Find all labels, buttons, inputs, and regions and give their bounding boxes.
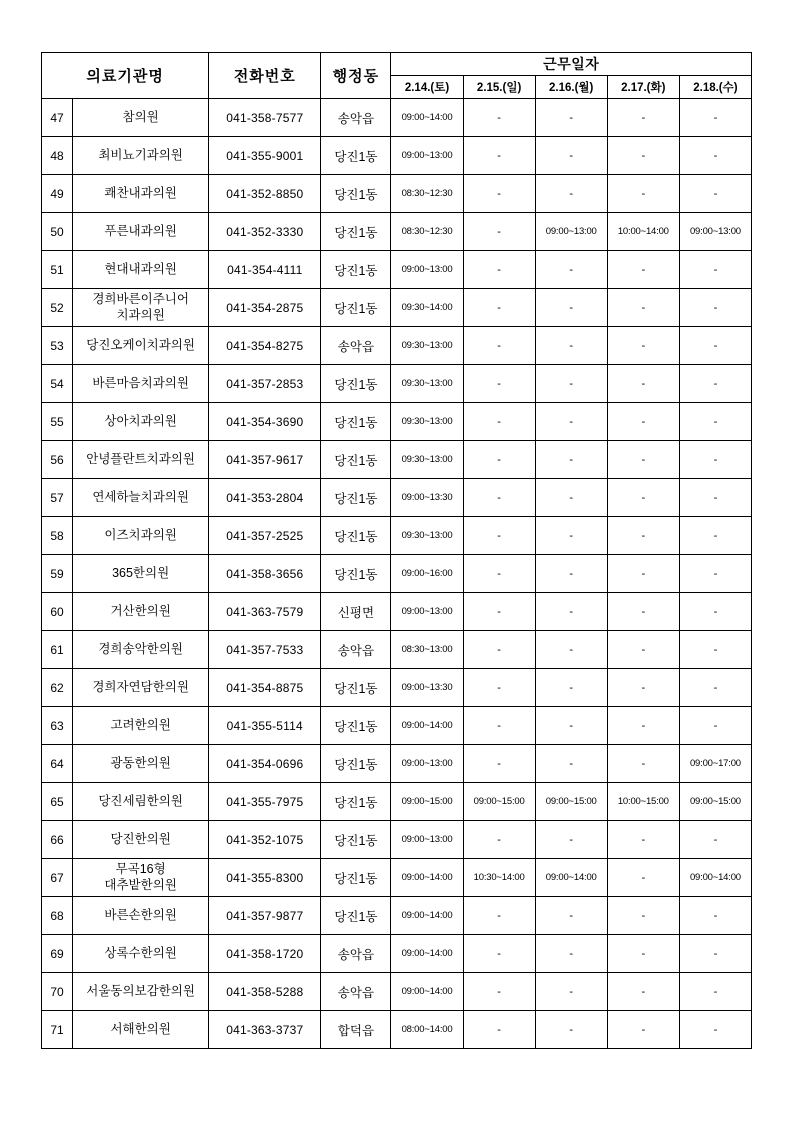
no-service-mark: - bbox=[463, 707, 535, 745]
institution-name bbox=[73, 631, 209, 669]
no-service-mark: - bbox=[463, 137, 535, 175]
table-row bbox=[42, 517, 752, 555]
work-hours: 09:00~16:00 bbox=[391, 555, 463, 593]
phone-number: 041-357-9617 bbox=[209, 441, 321, 479]
table-row bbox=[42, 99, 752, 137]
institution-name bbox=[73, 403, 209, 441]
no-service-mark: - bbox=[679, 631, 751, 669]
work-hours: 10:30~14:00 bbox=[463, 859, 535, 897]
table-row bbox=[42, 327, 752, 365]
no-service-mark: - bbox=[535, 593, 607, 631]
work-hours: 09:00~14:00 bbox=[391, 859, 463, 897]
institution-name-line: 치과의원 bbox=[116, 307, 165, 322]
district: 당진1동 bbox=[321, 555, 391, 593]
row-number: 65 bbox=[42, 783, 73, 821]
no-service-mark: - bbox=[535, 517, 607, 555]
row-number: 47 bbox=[42, 99, 73, 137]
district: 당진1동 bbox=[321, 517, 391, 555]
no-service-mark: - bbox=[463, 821, 535, 859]
institution-name-line: 당진오케이치과의원 bbox=[86, 337, 195, 352]
table-row bbox=[42, 555, 752, 593]
institution-name bbox=[73, 251, 209, 289]
no-service-mark: - bbox=[607, 99, 679, 137]
table-row bbox=[42, 707, 752, 745]
no-service-mark: - bbox=[463, 631, 535, 669]
work-hours: 10:00~14:00 bbox=[607, 213, 679, 251]
institution-name-line: 최비뇨기과의원 bbox=[98, 147, 183, 162]
work-hours: 09:00~13:30 bbox=[391, 669, 463, 707]
work-hours: 09:30~13:00 bbox=[391, 365, 463, 403]
table-row bbox=[42, 859, 752, 897]
row-number: 48 bbox=[42, 137, 73, 175]
table-row bbox=[42, 935, 752, 973]
institution-name-line: 현대내과의원 bbox=[104, 261, 177, 276]
no-service-mark: - bbox=[607, 1011, 679, 1049]
row-number: 63 bbox=[42, 707, 73, 745]
row-number: 62 bbox=[42, 669, 73, 707]
institution-name bbox=[73, 99, 209, 137]
work-hours: 09:00~14:00 bbox=[679, 859, 751, 897]
institution-name-line: 이즈치과의원 bbox=[104, 527, 177, 542]
table-header bbox=[42, 53, 752, 99]
no-service-mark: - bbox=[679, 99, 751, 137]
no-service-mark: - bbox=[535, 631, 607, 669]
district: 당진1동 bbox=[321, 745, 391, 783]
no-service-mark: - bbox=[463, 289, 535, 327]
institution-name-line: 광동한의원 bbox=[110, 755, 171, 770]
no-service-mark: - bbox=[463, 99, 535, 137]
work-hours: 09:00~13:00 bbox=[391, 593, 463, 631]
no-service-mark: - bbox=[463, 897, 535, 935]
row-number: 51 bbox=[42, 251, 73, 289]
table-row bbox=[42, 631, 752, 669]
table-row bbox=[42, 175, 752, 213]
phone-number: 041-363-7579 bbox=[209, 593, 321, 631]
table-row bbox=[42, 821, 752, 859]
phone-number: 041-355-5114 bbox=[209, 707, 321, 745]
no-service-mark: - bbox=[463, 935, 535, 973]
no-service-mark: - bbox=[607, 935, 679, 973]
institution-name-line: 당진한의원 bbox=[110, 831, 171, 846]
no-service-mark: - bbox=[463, 403, 535, 441]
phone-number: 041-357-2853 bbox=[209, 365, 321, 403]
work-hours: 09:00~14:00 bbox=[391, 99, 463, 137]
table-header-row-1 bbox=[42, 53, 752, 76]
institution-name bbox=[73, 137, 209, 175]
no-service-mark: - bbox=[463, 251, 535, 289]
work-hours: 09:00~14:00 bbox=[535, 859, 607, 897]
no-service-mark: - bbox=[463, 175, 535, 213]
institution-name-line: 대추밭한의원 bbox=[104, 877, 177, 892]
header-district: 행정동 bbox=[321, 53, 391, 99]
work-hours: 08:30~12:30 bbox=[391, 213, 463, 251]
district: 당진1동 bbox=[321, 289, 391, 327]
no-service-mark: - bbox=[679, 1011, 751, 1049]
row-number: 60 bbox=[42, 593, 73, 631]
work-hours: 09:00~15:00 bbox=[535, 783, 607, 821]
no-service-mark: - bbox=[607, 631, 679, 669]
institution-name-line: 상록수한의원 bbox=[104, 945, 177, 960]
phone-number: 041-353-2804 bbox=[209, 479, 321, 517]
no-service-mark: - bbox=[463, 593, 535, 631]
district: 당진1동 bbox=[321, 783, 391, 821]
row-number: 52 bbox=[42, 289, 73, 327]
district: 당진1동 bbox=[321, 859, 391, 897]
no-service-mark: - bbox=[607, 327, 679, 365]
no-service-mark: - bbox=[535, 973, 607, 1011]
institution-name-line: 안녕플란트치과의원 bbox=[86, 451, 195, 466]
no-service-mark: - bbox=[607, 289, 679, 327]
no-service-mark: - bbox=[607, 175, 679, 213]
phone-number: 041-355-9001 bbox=[209, 137, 321, 175]
work-hours: 08:00~14:00 bbox=[391, 1011, 463, 1049]
institution-name-line: 바른손한의원 bbox=[104, 907, 177, 922]
phone-number: 041-355-7975 bbox=[209, 783, 321, 821]
phone-number: 041-352-1075 bbox=[209, 821, 321, 859]
table-row bbox=[42, 669, 752, 707]
header-institution-name: 의료기관명 bbox=[42, 53, 209, 99]
row-number: 57 bbox=[42, 479, 73, 517]
row-number: 64 bbox=[42, 745, 73, 783]
district: 합덕읍 bbox=[321, 1011, 391, 1049]
institution-name bbox=[73, 213, 209, 251]
table-body bbox=[42, 99, 752, 1049]
row-number: 69 bbox=[42, 935, 73, 973]
table-row bbox=[42, 593, 752, 631]
header-date-2: 2.15.(일) bbox=[463, 76, 535, 99]
no-service-mark: - bbox=[679, 669, 751, 707]
no-service-mark: - bbox=[535, 1011, 607, 1049]
no-service-mark: - bbox=[607, 821, 679, 859]
no-service-mark: - bbox=[607, 251, 679, 289]
row-number: 71 bbox=[42, 1011, 73, 1049]
institution-name-line: 상아치과의원 bbox=[104, 413, 177, 428]
work-hours: 09:00~15:00 bbox=[391, 783, 463, 821]
header-date-1: 2.14.(토) bbox=[391, 76, 463, 99]
institution-name bbox=[73, 441, 209, 479]
institution-name-line: 서해한의원 bbox=[110, 1021, 171, 1036]
institution-name bbox=[73, 783, 209, 821]
no-service-mark: - bbox=[679, 365, 751, 403]
no-service-mark: - bbox=[535, 897, 607, 935]
work-hours: 09:00~14:00 bbox=[391, 707, 463, 745]
no-service-mark: - bbox=[463, 555, 535, 593]
no-service-mark: - bbox=[607, 973, 679, 1011]
no-service-mark: - bbox=[607, 555, 679, 593]
phone-number: 041-358-7577 bbox=[209, 99, 321, 137]
row-number: 50 bbox=[42, 213, 73, 251]
institution-name-line: 무곡16형 bbox=[115, 861, 166, 876]
no-service-mark: - bbox=[607, 745, 679, 783]
phone-number: 041-358-5288 bbox=[209, 973, 321, 1011]
institution-name bbox=[73, 555, 209, 593]
institution-name bbox=[73, 365, 209, 403]
no-service-mark: - bbox=[607, 859, 679, 897]
district: 당진1동 bbox=[321, 707, 391, 745]
no-service-mark: - bbox=[463, 669, 535, 707]
institution-name-line: 쾌찬내과의원 bbox=[104, 185, 177, 200]
no-service-mark: - bbox=[535, 289, 607, 327]
phone-number: 041-358-3656 bbox=[209, 555, 321, 593]
no-service-mark: - bbox=[607, 403, 679, 441]
institution-name bbox=[73, 327, 209, 365]
work-hours: 09:30~14:00 bbox=[391, 289, 463, 327]
institution-name bbox=[73, 897, 209, 935]
work-hours: 08:30~13:00 bbox=[391, 631, 463, 669]
work-hours: 09:00~13:00 bbox=[391, 251, 463, 289]
work-hours: 09:00~15:00 bbox=[463, 783, 535, 821]
institution-name-line: 경희자연담한의원 bbox=[92, 679, 189, 694]
district: 당진1동 bbox=[321, 441, 391, 479]
table-row bbox=[42, 137, 752, 175]
header-workdays: 근무일자 bbox=[391, 53, 752, 76]
row-number: 54 bbox=[42, 365, 73, 403]
no-service-mark: - bbox=[679, 479, 751, 517]
work-hours: 09:30~13:00 bbox=[391, 441, 463, 479]
row-number: 67 bbox=[42, 859, 73, 897]
work-hours: 10:00~15:00 bbox=[607, 783, 679, 821]
district: 당진1동 bbox=[321, 137, 391, 175]
no-service-mark: - bbox=[535, 479, 607, 517]
table-row bbox=[42, 783, 752, 821]
district: 송악읍 bbox=[321, 99, 391, 137]
no-service-mark: - bbox=[463, 441, 535, 479]
work-hours: 09:00~15:00 bbox=[679, 783, 751, 821]
district: 송악읍 bbox=[321, 935, 391, 973]
row-number: 61 bbox=[42, 631, 73, 669]
district: 송악읍 bbox=[321, 327, 391, 365]
work-hours: 09:00~14:00 bbox=[391, 973, 463, 1011]
no-service-mark: - bbox=[679, 897, 751, 935]
phone-number: 041-354-8875 bbox=[209, 669, 321, 707]
institution-name bbox=[73, 175, 209, 213]
work-hours: 09:00~14:00 bbox=[391, 897, 463, 935]
institution-name bbox=[73, 745, 209, 783]
institution-name bbox=[73, 821, 209, 859]
district: 당진1동 bbox=[321, 479, 391, 517]
no-service-mark: - bbox=[679, 441, 751, 479]
table-row bbox=[42, 1011, 752, 1049]
institution-name-line: 경희송악한의원 bbox=[98, 641, 183, 656]
table-row bbox=[42, 251, 752, 289]
institution-name-line: 서울동의보감한의원 bbox=[86, 983, 195, 998]
no-service-mark: - bbox=[535, 137, 607, 175]
no-service-mark: - bbox=[679, 175, 751, 213]
phone-number: 041-357-2525 bbox=[209, 517, 321, 555]
institution-name bbox=[73, 593, 209, 631]
no-service-mark: - bbox=[607, 707, 679, 745]
institution-name-line: 경희바른이주니어 bbox=[92, 291, 189, 306]
district: 당진1동 bbox=[321, 897, 391, 935]
institution-name-line: 바른마음치과의원 bbox=[92, 375, 189, 390]
table-row bbox=[42, 745, 752, 783]
phone-number: 041-355-8300 bbox=[209, 859, 321, 897]
institution-name bbox=[73, 479, 209, 517]
institution-name bbox=[73, 935, 209, 973]
no-service-mark: - bbox=[535, 327, 607, 365]
no-service-mark: - bbox=[607, 593, 679, 631]
district: 송악읍 bbox=[321, 631, 391, 669]
table-row bbox=[42, 973, 752, 1011]
district: 당진1동 bbox=[321, 403, 391, 441]
no-service-mark: - bbox=[463, 973, 535, 1011]
no-service-mark: - bbox=[679, 327, 751, 365]
no-service-mark: - bbox=[535, 99, 607, 137]
no-service-mark: - bbox=[463, 745, 535, 783]
no-service-mark: - bbox=[535, 935, 607, 973]
work-hours: 09:00~13:00 bbox=[391, 821, 463, 859]
header-date-4: 2.17.(화) bbox=[607, 76, 679, 99]
phone-number: 041-354-4111 bbox=[209, 251, 321, 289]
phone-number: 041-358-1720 bbox=[209, 935, 321, 973]
work-hours: 09:00~13:00 bbox=[535, 213, 607, 251]
no-service-mark: - bbox=[679, 517, 751, 555]
no-service-mark: - bbox=[679, 403, 751, 441]
work-hours: 09:30~13:00 bbox=[391, 403, 463, 441]
no-service-mark: - bbox=[679, 935, 751, 973]
no-service-mark: - bbox=[607, 479, 679, 517]
phone-number: 041-354-2875 bbox=[209, 289, 321, 327]
district: 송악읍 bbox=[321, 973, 391, 1011]
phone-number: 041-354-3690 bbox=[209, 403, 321, 441]
no-service-mark: - bbox=[607, 517, 679, 555]
no-service-mark: - bbox=[463, 517, 535, 555]
no-service-mark: - bbox=[535, 669, 607, 707]
table-row bbox=[42, 403, 752, 441]
institution-name-line: 연세하늘치과의원 bbox=[92, 489, 189, 504]
institution-name-line: 푸른내과의원 bbox=[104, 223, 177, 238]
phone-number: 041-352-8850 bbox=[209, 175, 321, 213]
header-phone-number: 전화번호 bbox=[209, 53, 321, 99]
row-number: 68 bbox=[42, 897, 73, 935]
no-service-mark: - bbox=[607, 897, 679, 935]
institution-name bbox=[73, 517, 209, 555]
district: 신평면 bbox=[321, 593, 391, 631]
row-number: 56 bbox=[42, 441, 73, 479]
table-row bbox=[42, 479, 752, 517]
medical-institution-schedule-table bbox=[41, 52, 752, 1049]
no-service-mark: - bbox=[607, 137, 679, 175]
row-number: 55 bbox=[42, 403, 73, 441]
institution-name bbox=[73, 707, 209, 745]
work-hours: 09:00~13:00 bbox=[679, 213, 751, 251]
row-number: 66 bbox=[42, 821, 73, 859]
no-service-mark: - bbox=[607, 669, 679, 707]
no-service-mark: - bbox=[535, 403, 607, 441]
institution-name bbox=[73, 669, 209, 707]
work-hours: 09:00~13:30 bbox=[391, 479, 463, 517]
no-service-mark: - bbox=[463, 213, 535, 251]
no-service-mark: - bbox=[535, 175, 607, 213]
institution-name-line: 365한의원 bbox=[112, 565, 170, 580]
table-row bbox=[42, 365, 752, 403]
work-hours: 09:00~13:00 bbox=[391, 137, 463, 175]
phone-number: 041-363-3737 bbox=[209, 1011, 321, 1049]
district: 당진1동 bbox=[321, 175, 391, 213]
no-service-mark: - bbox=[679, 593, 751, 631]
district: 당진1동 bbox=[321, 365, 391, 403]
no-service-mark: - bbox=[535, 251, 607, 289]
table-row bbox=[42, 289, 752, 327]
work-hours: 09:00~14:00 bbox=[391, 935, 463, 973]
phone-number: 041-354-0696 bbox=[209, 745, 321, 783]
no-service-mark: - bbox=[679, 707, 751, 745]
no-service-mark: - bbox=[463, 365, 535, 403]
work-hours: 08:30~12:30 bbox=[391, 175, 463, 213]
table-row bbox=[42, 213, 752, 251]
no-service-mark: - bbox=[535, 441, 607, 479]
header-date-5: 2.18.(수) bbox=[679, 76, 751, 99]
no-service-mark: - bbox=[679, 251, 751, 289]
no-service-mark: - bbox=[679, 821, 751, 859]
institution-name-line: 고려한의원 bbox=[110, 717, 171, 732]
no-service-mark: - bbox=[535, 365, 607, 403]
no-service-mark: - bbox=[535, 745, 607, 783]
no-service-mark: - bbox=[535, 555, 607, 593]
no-service-mark: - bbox=[607, 365, 679, 403]
institution-name-line: 거산한의원 bbox=[110, 603, 171, 618]
institution-name bbox=[73, 973, 209, 1011]
no-service-mark: - bbox=[463, 327, 535, 365]
table-row bbox=[42, 897, 752, 935]
phone-number: 041-357-7533 bbox=[209, 631, 321, 669]
work-hours: 09:30~13:00 bbox=[391, 517, 463, 555]
no-service-mark: - bbox=[463, 479, 535, 517]
no-service-mark: - bbox=[607, 441, 679, 479]
row-number: 49 bbox=[42, 175, 73, 213]
district: 당진1동 bbox=[321, 669, 391, 707]
district: 당진1동 bbox=[321, 213, 391, 251]
institution-name-line: 참의원 bbox=[122, 109, 159, 124]
row-number: 59 bbox=[42, 555, 73, 593]
no-service-mark: - bbox=[535, 821, 607, 859]
phone-number: 041-357-9877 bbox=[209, 897, 321, 935]
row-number: 70 bbox=[42, 973, 73, 1011]
no-service-mark: - bbox=[679, 137, 751, 175]
work-hours: 09:30~13:00 bbox=[391, 327, 463, 365]
institution-name bbox=[73, 859, 209, 897]
header-date-3: 2.16.(월) bbox=[535, 76, 607, 99]
work-hours: 09:00~13:00 bbox=[391, 745, 463, 783]
no-service-mark: - bbox=[679, 973, 751, 1011]
work-hours: 09:00~17:00 bbox=[679, 745, 751, 783]
no-service-mark: - bbox=[679, 555, 751, 593]
district: 당진1동 bbox=[321, 821, 391, 859]
no-service-mark: - bbox=[679, 289, 751, 327]
institution-name bbox=[73, 1011, 209, 1049]
table-row bbox=[42, 441, 752, 479]
row-number: 53 bbox=[42, 327, 73, 365]
row-number: 58 bbox=[42, 517, 73, 555]
institution-name-line: 당진세림한의원 bbox=[98, 793, 183, 808]
no-service-mark: - bbox=[535, 707, 607, 745]
institution-name bbox=[73, 289, 209, 327]
phone-number: 041-354-8275 bbox=[209, 327, 321, 365]
no-service-mark: - bbox=[463, 1011, 535, 1049]
phone-number: 041-352-3330 bbox=[209, 213, 321, 251]
district: 당진1동 bbox=[321, 251, 391, 289]
